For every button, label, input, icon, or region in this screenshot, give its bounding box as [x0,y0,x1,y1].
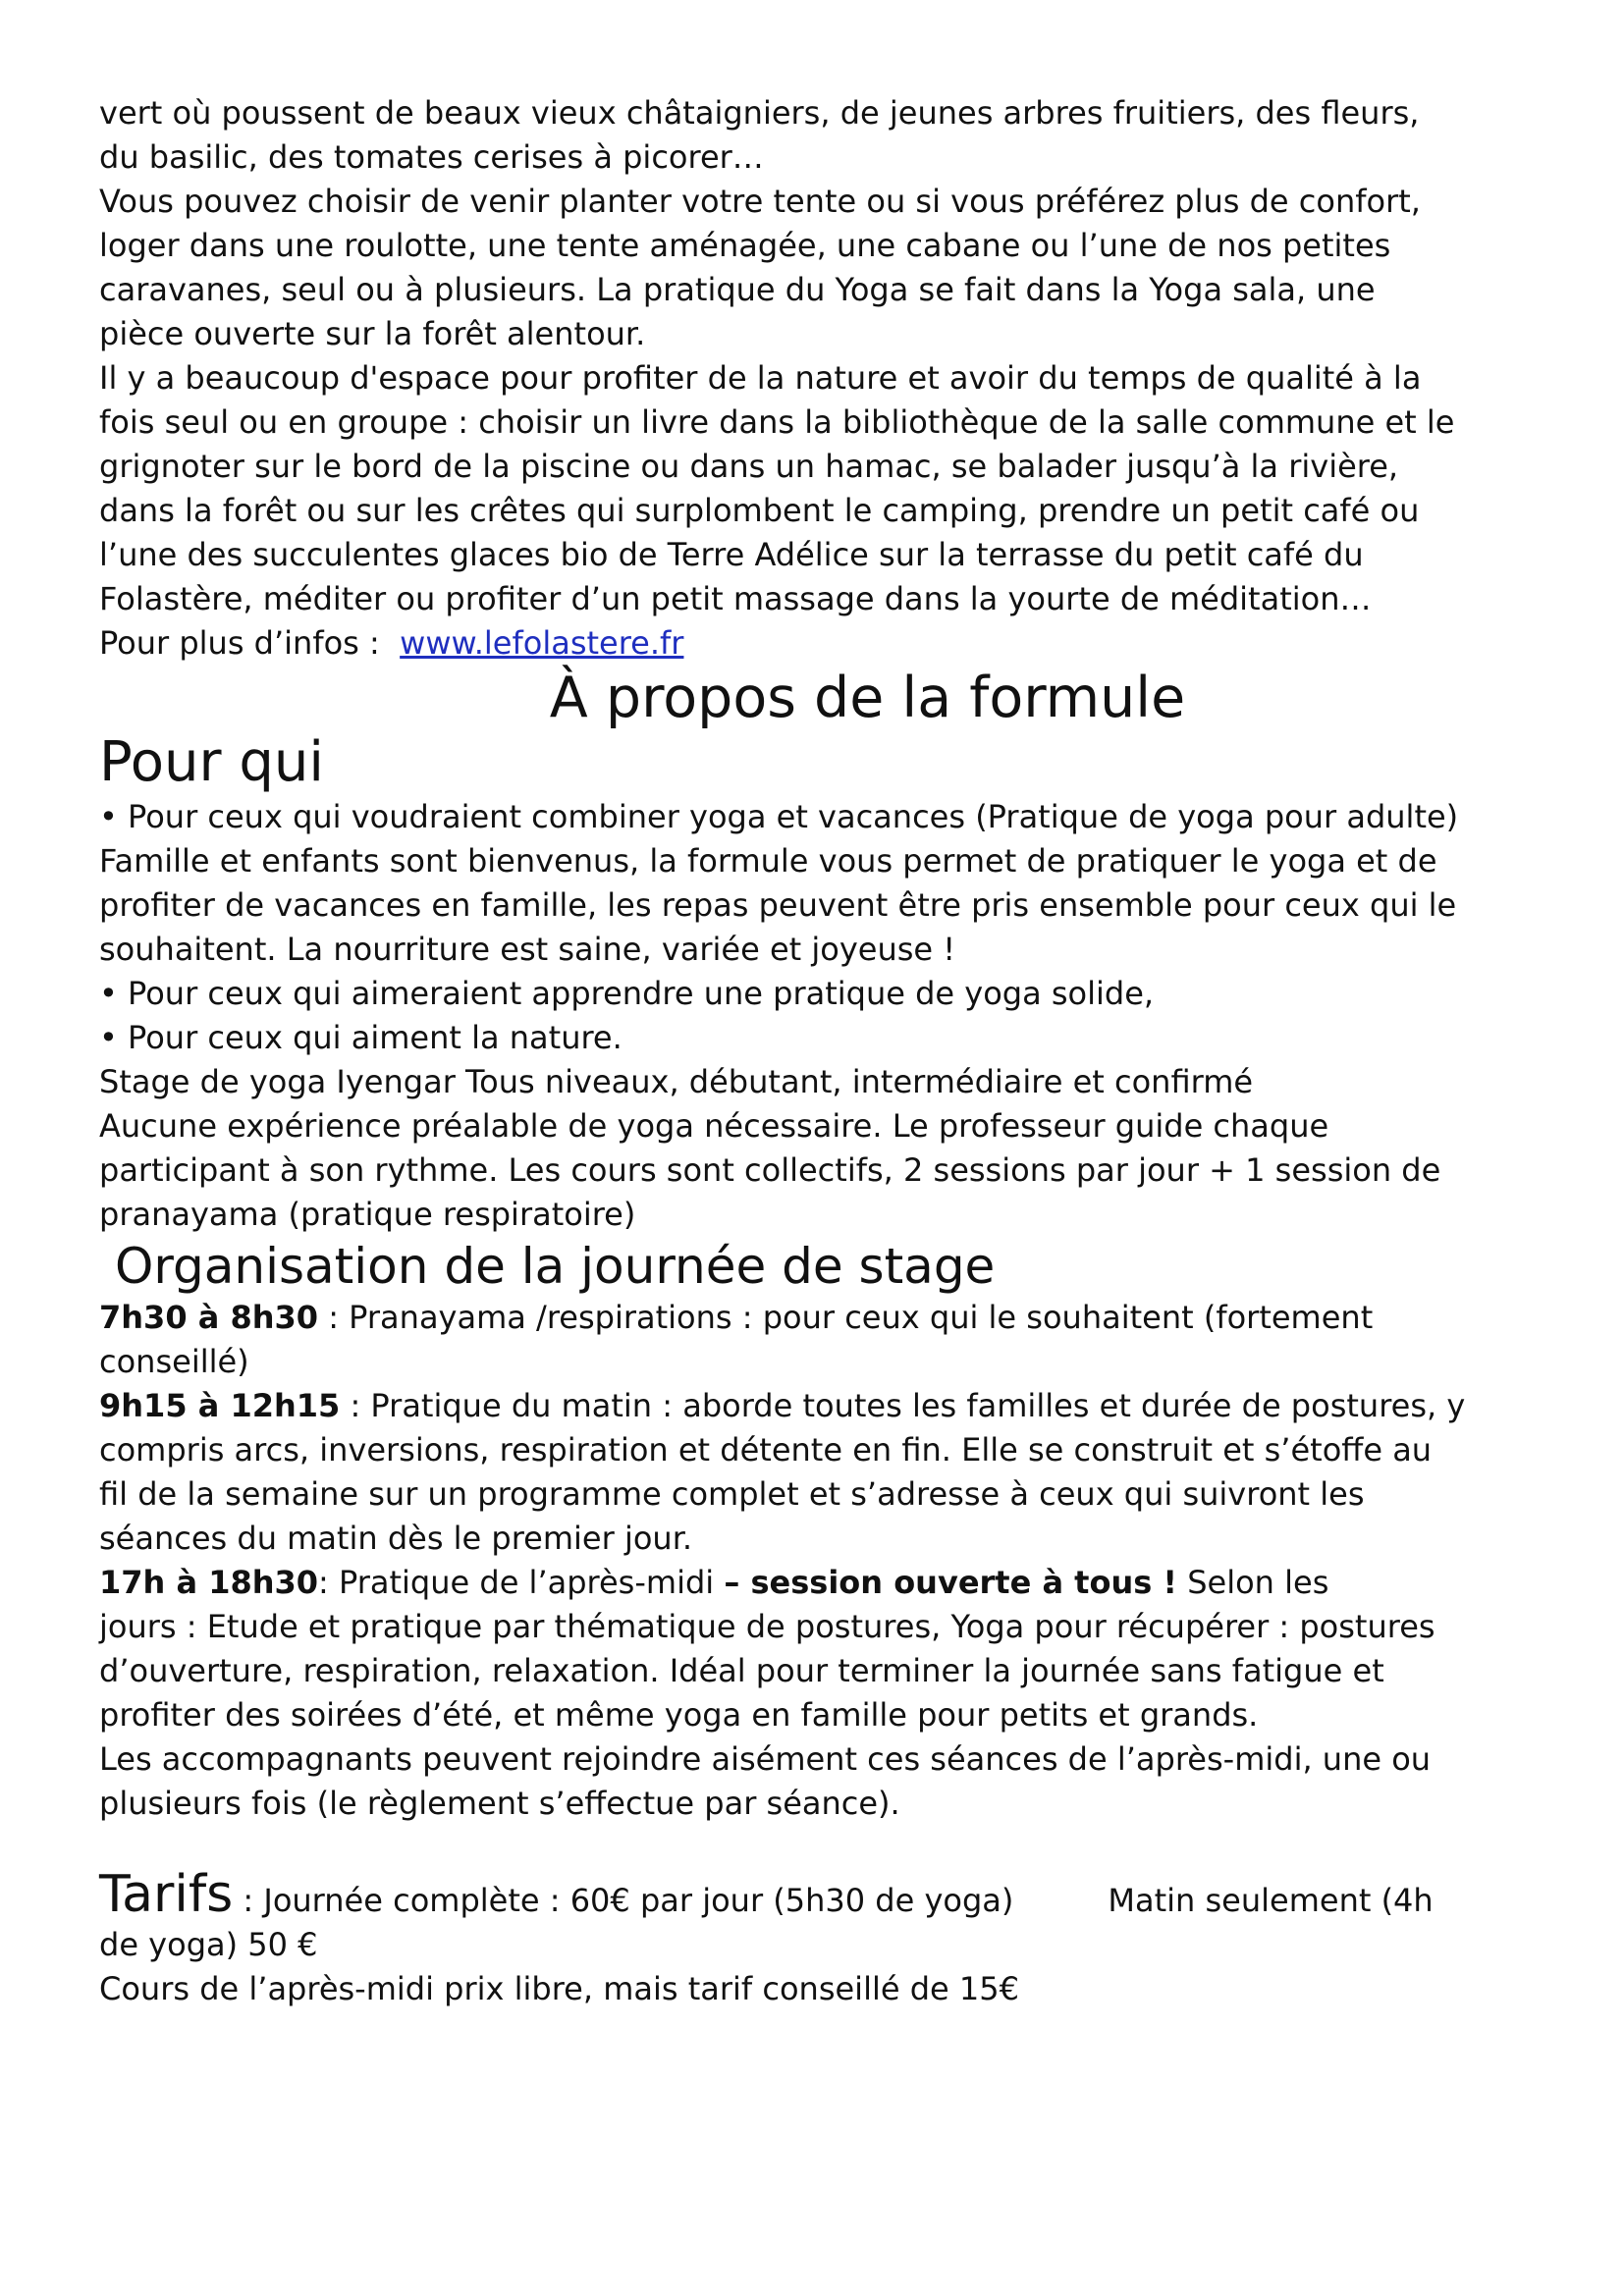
text-line: participant à son rythme. Les cours sont collectifs, 2 sessions par jour + 1 session de [99,1151,1441,1189]
section-title-formule: À propos de la formule [549,666,1186,730]
text-line: du basilic, des tomates cerises à picorer… [99,138,764,176]
heading-tarifs: Tarifs [99,1865,234,1924]
text-line: compris arcs, inversions, respiration et détente en fin. Elle se construit et s’étoffe au [99,1431,1433,1468]
schedule-section [99,1296,1552,1826]
text-line: Vous pouvez choisir de venir planter votre tente ou si vous préférez plus de confort, [99,183,1421,220]
text-line: fil de la semaine sur un programme complet et s’adresse à ceux qui suivront les [99,1475,1365,1513]
slot-time: 7h30 à 8h30 [99,1299,319,1336]
slot-text: : Pranayama /respirations : pour ceux qui le souhaitent (fortement [318,1299,1374,1336]
text-line: grignoter sur le bord de la piscine ou dans un hamac, se balader jusqu’à la rivière, [99,448,1399,485]
text-line: Il y a beaucoup d'espace pour profiter de la nature et avoir du temps de qualité à la [99,359,1422,397]
text-line: profiter des soirées d’été, et même yoga en famille pour petits et grands. [99,1696,1259,1734]
tarif-morning: Matin seulement (4h [1108,1882,1434,1919]
slot-time: 17h à 18h30 [99,1564,319,1601]
text-line: d’ouverture, respiration, relaxation. Idéal pour terminer la journée sans fatigue et [99,1652,1384,1689]
text-line: l’une des succulentes glaces bio de Terre Adélice sur la terrasse du petit café du [99,536,1364,573]
text-line: jours : Etude et pratique par thématique de postures, Yoga pour récupérer : postures [99,1608,1435,1645]
more-info-label: Pour plus d’infos : [99,624,380,662]
text-line: plusieurs fois (le règlement s’effectue par séance). [99,1785,900,1822]
slot-text: : Pratique du matin : aborde toutes les familles et durée de postures, y [340,1387,1466,1424]
text-line: loger dans une roulotte, une tente aménagée, une cabane ou l’une de nos petites [99,227,1391,264]
text-line: Les accompagnants peuvent rejoindre aisément ces séances de l’après-midi, une ou [99,1740,1432,1778]
text-line: Aucune expérience préalable de yoga nécessaire. Le professeur guide chaque [99,1107,1329,1145]
text-line: souhaitent. La nourriture est saine, variée et joyeuse ! [99,931,956,968]
text-line: Folastère, méditer ou profiter d’un petit massage dans la yourte de méditation… [99,580,1372,617]
heading-pour-qui: Pour qui [99,730,324,794]
text-line: pranayama (pratique respiratoire) [99,1196,636,1233]
slot-time: 9h15 à 12h15 [99,1387,341,1424]
text-line: Cours de l’après-midi prix libre, mais tarif conseillé de 15€ [99,1970,1019,2007]
text-line: • Pour ceux qui voudraient combiner yoga et vacances (Pratique de yoga pour adulte) [99,798,1459,835]
text-line: vert où poussent de beaux vieux châtaigniers, de jeunes arbres fruitiers, des fleurs, [99,94,1420,132]
heading-organisation: Organisation de la journée de stage [115,1238,996,1295]
text-line: Famille et enfants sont bienvenus, la formule vous permet de pratiquer le yoga et de [99,842,1437,880]
schedule-slot-afternoon [99,1561,1552,1605]
document-page [99,91,1552,2011]
intro-section [99,91,1552,666]
text-line: séances du matin dès le premier jour. [99,1520,693,1557]
text-line: • Pour ceux qui aiment la nature. [99,1019,623,1056]
text-line: de yoga) 50 € [99,1926,318,1963]
pour-qui-section [99,795,1552,1237]
text-line: dans la forêt ou sur les crêtes qui surplombent le camping, prendre un petit café ou [99,492,1420,529]
slot-text-after: Selon les [1177,1564,1329,1601]
text-line: conseillé) [99,1343,249,1380]
schedule-slot-morning-practice [99,1384,1552,1428]
text-line: • Pour ceux qui aimeraient apprendre une pratique de yoga solide, [99,975,1155,1012]
more-info-line [99,621,1552,666]
text-line: fois seul ou en groupe : choisir un livre dans la bibliothèque de la salle commune et le [99,403,1455,441]
website-link[interactable]: www.lefolastere.fr [400,624,684,662]
slot-text: : Pratique de l’après-midi [318,1564,725,1601]
text-line: profiter de vacances en famille, les repas peuvent être pris ensemble pour ceux qui le [99,886,1457,924]
text-line: Stage de yoga Iyengar Tous niveaux, débutant, intermédiaire et confirmé [99,1063,1254,1100]
schedule-slot-morning-breath [99,1296,1552,1340]
slot-highlight: – session ouverte à tous ! [724,1564,1178,1601]
tarifs-section [99,1865,1552,2011]
tarif-full-day: : Journée complète : 60€ par jour (5h30 de yoga) [233,1882,1014,1919]
text-line: caravanes, seul ou à plusieurs. La pratique du Yoga se fait dans la Yoga sala, une [99,271,1376,308]
text-line: pièce ouverte sur la forêt alentour. [99,315,646,352]
tarifs-line-1 [99,1865,1552,1924]
